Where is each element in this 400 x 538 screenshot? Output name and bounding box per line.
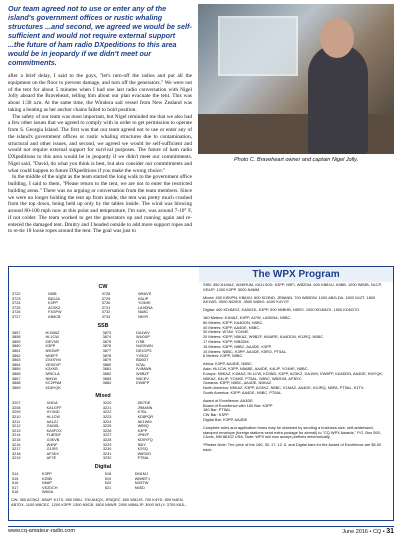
photo-nigel-jolly [198, 4, 394, 154]
callsign: AC5KZ [48, 305, 61, 310]
callsign: DE1OPS [136, 348, 152, 353]
callsign: VE2DCH [42, 485, 58, 490]
callsign: WB9Q [137, 424, 149, 429]
callsign: IV4MWN [136, 367, 152, 372]
award-number: 3210 [12, 415, 21, 420]
award-number: 3209 [12, 410, 21, 415]
callsign: KA9FOX [46, 428, 62, 433]
digital-table [11, 472, 195, 495]
callsign: N5CEV [136, 376, 149, 381]
callsign: K3PP [48, 301, 58, 306]
digital-endorsements: Digital: 400 KD4MXZ, KA5KZK, K3PP. 500 N5BHB, N5RO. 1000 KD4MZX. 1500 KD5GTO. [203, 307, 361, 313]
callsign: AK1WM [137, 419, 152, 424]
award-number: 521 [104, 485, 112, 490]
award-number: 3220 [102, 401, 112, 406]
footer-issue: June 2016 • CQ • 31 [342, 528, 394, 535]
award-number: 3878 [102, 353, 112, 358]
callsign: LA9DNA [137, 305, 153, 310]
callsign [135, 386, 195, 391]
callsign: F4GPW [48, 310, 62, 315]
callsign: PT5AL [137, 456, 150, 461]
callsign: N5IB [48, 292, 57, 296]
award-number [104, 490, 134, 495]
article-paragraph: The safety of our team was most important, but Nigel reminded me that we also had a few other issues that we agreed to comply with in order to get permission to operate from S. Georgia Island. The first was that our team agreed not to use or enter any of the island's government offices or rustic whaling structures due to contamination, structural and other issues, and second, we agreed we would be self-sufficient and would not require external support for survival purposes. The future of ham radio DXpeditions to this area would be in jeopardy if we didn't meet our commitments. Nigel said, "David, do what you think is best, but also consider our commitments and what could happen to future DXpeditions if you make the wrong choice." [8, 113, 192, 174]
callsign: AA1ZJ [46, 419, 59, 424]
mixed-heading: Mixed [95, 393, 111, 400]
award-number: 3224 [102, 419, 112, 424]
callsign: IY5B [136, 339, 145, 344]
ssb-heading: SSB [97, 322, 109, 329]
mixed-endorsements: Mixed: 400 KI5VPN, KB8XU. 600 KD3ND, JR8ANN. 700 WB9DW. 1000 AB2LDA. 1500 N1ZT. 1800 AK1WS. 3000 N6XKS. 3500 WA5G. 6100 K4YOT. [203, 294, 376, 305]
results-right [203, 283, 389, 456]
award-number: 3722 [12, 292, 21, 296]
callsign: KD8PQR [137, 415, 154, 420]
continent-endorsements: Africa: K3PP, AA4DE, N5BC. Asia: HL1CW, K3PP, N5ABE, AA4DE, K4LIP, YO4HE, N5BC. Europe: N5KAZ, K1MAZ, HL1CW, KD3ND, K3PP, AC5KZ, DA1WV, EW8FP, KA4DDN, AA4DE, KI0YQK, N5KAZ, K4LIP, YO4HE, PT5AL, N5BC, WB2DM, AF3DX. Oceania: K3PP, N5BC, AA4DE, N5KAZ. North America: N5KAZ, K3PP, AC5KZ, N5BC, K1MAZ, AA4DE, K0JRQ, N5PA, PT5AL, K1TX. South America: K3PP, AA4DE, N5BC, PT5AL. [203, 361, 384, 395]
callsign: K3PP [42, 472, 52, 476]
award-number: 3880 [102, 362, 112, 367]
callsign: WK6VS [137, 292, 152, 296]
callsign: N4GKWN [136, 344, 153, 349]
award-number: 3211 [12, 419, 21, 424]
callsign: YV5GZ [136, 353, 149, 358]
award-number: 3733 [101, 314, 111, 319]
award-number: 3219 [12, 456, 21, 461]
award-number: 3217 [12, 447, 21, 452]
callsign: NM1W [45, 376, 58, 381]
callsign: AF3DX [46, 451, 59, 456]
callsign: N6YR [137, 314, 149, 319]
callsign: VE5GVP [45, 362, 61, 367]
callsign: W8GA [42, 490, 54, 495]
award-number: 3873 [102, 330, 112, 335]
award-number: 3218 [12, 451, 21, 456]
award-number: 3869 [12, 385, 21, 390]
left-column [8, 4, 192, 235]
award-number: 3214 [12, 433, 21, 438]
award-number: 3868 [12, 381, 21, 386]
award-number: 3225 [102, 424, 112, 429]
callsign: NU8C [137, 310, 149, 315]
price-footnote: *Please Note: The price of the 160, 30, 17, 12, 6, and Digital bars for the Award of Excellence are $5.00 each. [203, 442, 382, 452]
cw-table [11, 292, 195, 320]
callsign: KD5B [42, 476, 52, 481]
callsign: KD5YFQ [137, 438, 153, 443]
award-number: 3732 [101, 310, 111, 315]
award-number: 518 [104, 472, 112, 476]
callsign: JR8ANN [137, 405, 153, 410]
award-number: 3857 [12, 330, 21, 335]
award-number: 3229 [102, 442, 112, 447]
award-number: 3724 [12, 301, 21, 306]
callsign: IV4DA [46, 401, 58, 406]
award-number: 3884 [102, 381, 112, 386]
award-number: 3216 [12, 442, 21, 447]
callsign: YO4HE [137, 301, 151, 306]
pull-quote: Our team agreed not to use or enter any of the island's government offices or rustic whaling structures ...and second, we agreed we would be self-sufficient and would not require external support ...the future of ham radio DXpeditions to this area would be in jeopardy if we didn't meet our commitments. [8, 4, 192, 67]
award-number: 3723 [12, 296, 21, 301]
callsign: DA1WV [136, 330, 150, 335]
callsign: ZX4SYM [45, 358, 61, 363]
award-number: 3226 [102, 428, 112, 433]
callsign: G3KVB [46, 438, 60, 443]
callsign: GM4SL [46, 424, 60, 429]
award-number: 3865 [12, 367, 21, 372]
callsign: JP8VF [137, 433, 149, 438]
callsign: N6SD [134, 485, 145, 490]
award-number: 3232 [102, 456, 112, 461]
award-number: 515 [12, 476, 19, 481]
callsign: KA1GFF [46, 405, 62, 410]
cw-endorsements: CW: 350 AC5KZ, N5UP, K1TX. 550 N5IU. 700 AI4QX, JR3QEC. 600 W8JJS. 700 K4YD. 800 N4EN, AB7DX. 1100 W8CEC. 1200 K3PP. 1300 N5CB. 1800 N5WR. 2000 WB8LJP. 3000 W1LY. 3700 K8JL. [11, 496, 187, 507]
callsign: DB7DE [137, 401, 151, 406]
wpx-results-box [8, 266, 394, 521]
callsign: I0EVVB [45, 339, 59, 344]
award-number: 3858 [12, 335, 21, 340]
callsign: G1ISS [46, 447, 58, 452]
award-number [102, 386, 136, 391]
table-row [11, 490, 195, 495]
callsign: N5IY [137, 442, 147, 447]
award-number: 3862 [12, 353, 21, 358]
award-number: 3731 [101, 305, 111, 310]
award-number: 3729 [101, 296, 111, 301]
callsign: ND5TW [134, 481, 149, 486]
award-number: 3727 [12, 314, 21, 319]
award-number: 3230 [102, 447, 112, 452]
page-number: 31 [386, 528, 394, 535]
callsign: EW8FP [136, 381, 150, 386]
award-number: 3875 [102, 339, 112, 344]
award-number: 3208 [12, 405, 21, 410]
mixed-table [11, 401, 195, 461]
award-number: 518 [12, 490, 19, 495]
award-number: 3221 [102, 405, 112, 410]
callsign: HY4ND [46, 410, 60, 415]
award-number: 3207 [12, 401, 21, 406]
award-number: 3882 [102, 371, 112, 376]
honor-roll: Award of Excellence: AA4DE Board of Excellence with 160 Bar: K3PP 160 Bar: PT5AL CW Bar: K3PP Digital Bar: K3PP, AA4DE [203, 397, 273, 422]
callsign: K3PP [45, 344, 56, 349]
award-number: 514 [12, 472, 19, 476]
callsign: FL8RDF [46, 433, 61, 438]
award-number: 3874 [102, 335, 112, 340]
award-number: 3877 [102, 348, 112, 353]
award-number: 3231 [102, 451, 112, 456]
award-number: 520 [104, 481, 112, 486]
award-number: 3876 [102, 344, 112, 349]
award-number: 3863 [12, 358, 21, 363]
right-column [198, 4, 394, 163]
award-number: 3227 [102, 433, 112, 438]
cw-heading: CW [98, 284, 108, 290]
award-number: 3725 [12, 305, 21, 310]
award-number: 3222 [102, 410, 112, 415]
callsign: K6LIP [137, 296, 149, 301]
digital-heading: Digital [94, 464, 112, 470]
callsign [134, 490, 195, 495]
callsign: BD6DT [136, 358, 149, 363]
callsign: K3XKB [45, 367, 58, 372]
award-number: 3215 [12, 438, 21, 443]
award-number: 3726 [12, 310, 21, 315]
rules-note: Complete rules and application forms may be obtained by sending a business-size, self-addressed, stamped envelope (foreign stations send extra postage for airmail) to "CQ WPX Awards," P.O. Box 593, Clovis, NM 88102 USA. Note: WPX will now accept prefixes electronically. [203, 424, 381, 440]
callsign: N9GWP [45, 348, 60, 353]
callsign: K3PP [137, 428, 148, 433]
callsign: BD2JA [48, 296, 60, 301]
award-number: 3212 [12, 424, 21, 429]
award-number: 3879 [102, 358, 112, 363]
award-number: 3223 [102, 415, 112, 420]
article-paragraph: after a brief delay, I said to the guys, "let's turn-off the radios and put all the equipment on the floor to prevent damage, and turn off the generators." We were out of the tent for about 5 minutes when I had one last radio conversation with Nigel Jolly aboard the Braveheart, telling him about our plan evacuate the tent. This was about 1:30 a.m. At the same time, the Windora sail vessel from New Zealand was taking a beating as her anchor chains failed to hold position. [8, 73, 192, 113]
callsign: N7AL [136, 362, 146, 367]
award-number: 3864 [12, 362, 21, 367]
table-row [11, 386, 195, 391]
callsign: HL1CW [45, 335, 59, 340]
award-number: 3730 [101, 301, 111, 306]
award-number: 3213 [12, 428, 21, 433]
callsign: IK1WAZ [45, 330, 60, 335]
award-number: 516 [12, 481, 19, 486]
callsign: DM1MJ [134, 472, 148, 476]
callsign: AF7E [46, 456, 57, 461]
award-number: 3860 [12, 344, 21, 349]
callsign: W9BZF [136, 371, 150, 376]
results-left [11, 281, 195, 511]
award-number: 517 [12, 485, 19, 490]
callsign: K2SQ [137, 447, 148, 452]
award-number: 3228 [102, 438, 112, 443]
band-endorsements: 160 Meters: K1MAZ, K3PP, AI7W, LA9DNA, N5BC. 80 Meters: K3PP, KA4DDN, N5BC. 40 Meters: K3PP, AA4DE, N5BC. 30 Meters: W7AV, YO4HE. 20 Meters: K3PP, N5KAZ, W9BZF, KI6ARR, KA4DDN, K0JRQ, N5BC. 17 Meters: K3PP, WB2DM. 15 Meters: K3PP, N5BC, AA4DE, K3PP. 10 Meters: N5BC, K3PP, AA4DE, K5RO, PT5AL. 6 Meters: K3PP, N5BC. [203, 314, 325, 359]
ssb-endorsements: SSB: 350 N1MAZ, W4KRUM, KA1LS0D, K3PP, N5FI, WB2DM. 600 KB8XU, K5BB. 1000 WB3B, N1CP, XE4JP. 1200 K3PP. 3000 N4MM. [203, 282, 382, 292]
callsign: W4NF [46, 442, 58, 447]
callsign: KD8YQK [45, 385, 61, 390]
award-number: 3859 [12, 339, 21, 344]
callsign: IW3IFF [45, 353, 58, 358]
award-number: 3883 [102, 376, 112, 381]
callsign: K7BL [137, 410, 147, 415]
callsign: KB8CB [48, 314, 61, 319]
callsign: KC2PNM [45, 381, 62, 386]
ssb-table [11, 331, 195, 391]
callsign: IW5CLA [45, 371, 60, 376]
callsign: HL1CW [46, 415, 60, 420]
results-title: The WPX Program [199, 267, 393, 282]
callsign: W8SXD [137, 451, 152, 456]
award-number: 3867 [12, 376, 21, 381]
callsign: WB9EFJ [134, 476, 150, 481]
award-number: 3866 [12, 371, 21, 376]
award-number: 3861 [12, 348, 21, 353]
callsign: N5AP [42, 481, 52, 486]
award-number: 3881 [102, 367, 112, 372]
footer-url: www.cq-amateur-radio.com [8, 528, 75, 534]
table-row [11, 315, 195, 320]
award-number: 519 [104, 476, 112, 481]
page-footer [8, 526, 394, 535]
award-number: 3728 [101, 292, 111, 296]
photo-caption: Photo C. Braveheart owner and captain Nigel Jolly. [233, 157, 359, 163]
table-row [11, 456, 195, 461]
article-paragraph: In the middle of the night as the team started the long walk to the government office building, I said to them, "Please return to the tent, we are not to enter the restricted building areas." There was no arguing or conversation from the team members. Since we were no longer holding the tent up from inside, the tent was pretty much crushed from the top down, being held up only by the tables inside. The wind was blowing around 80-100 mph now at this point and temperature, I'm sure, was around 7-10° F, if not colder. The team worked to get the generators up and running again and re-entered the damaged tent. Dmitry and I headed outside to add more support ropes and to re-tie 18 loose ropes around the tent. The goal was just to [8, 174, 192, 235]
callsign: WU0UP [136, 335, 150, 340]
